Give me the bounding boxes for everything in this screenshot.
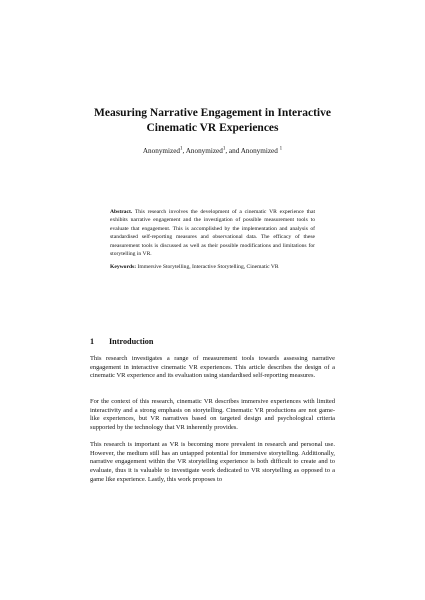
author-1: Anonymized <box>142 147 180 155</box>
author-3: , and Anonymized <box>225 147 280 155</box>
affiliation-mark-2: 1 <box>222 146 226 152</box>
paper-title <box>60 106 365 136</box>
author-2: , Anonymized <box>182 147 223 155</box>
section-title: Introduction <box>109 337 154 346</box>
affiliation-mark-3: 1 <box>279 146 283 152</box>
title-line-1: Measuring Narrative Engagement in Interactive <box>94 107 331 119</box>
section-number: 1 <box>90 337 95 346</box>
body-paragraph-3: This research is important as VR is becoming more prevalent in research and personal use. However, the medium still has an untapped potential for immersive storytelling. Additionally, narrative engagement within the VR storytelling experience is both difficult to create and to evaluate, thus it is valuable to investigate work dedicated to VR storytelling as opposed to a game like experience. Lastly, this work proposes to <box>90 441 335 483</box>
keywords-text: Immersive Storytelling, Interactive Storytelling, Cinematic VR <box>136 264 279 270</box>
body-paragraph-2: For the context of this research, cinematic VR describes immersive experiences with limited interactivity and a strong emphasis on storytelling. Cinematic VR productions are not game-like experiences, but VR narratives based on targeted design and psychological criteria supported by the technology that VR inherently provides. <box>90 398 335 432</box>
title-line-2: Cinematic VR Experiences <box>146 122 279 134</box>
abstract-text: This research involves the development of a cinematic VR experience that exhibits narrative engagement and the investigation of possible measurement tools to evaluate that engagement. This is accomplished by the implementation and analysis of standardised self-reporting measures and observational data. The efficacy of these measurement tools is discussed as well as their possible modifications and limitations for storytelling in VR. <box>110 209 315 258</box>
body-paragraph-1: This research investigates a range of measurement tools towards assessing narrative engagement in interactive cinematic VR experiences. This article describes the design of a cinematic VR experience and its evaluation using standardised self-reporting measures. <box>90 355 335 380</box>
abstract-label: Abstract. <box>110 209 133 215</box>
keywords-label: Keywords: <box>110 264 137 270</box>
affiliation-mark-1: 1 <box>180 146 183 152</box>
keywords <box>110 263 325 271</box>
author-list <box>60 146 365 156</box>
abstract <box>110 208 315 258</box>
section-heading <box>90 336 153 347</box>
